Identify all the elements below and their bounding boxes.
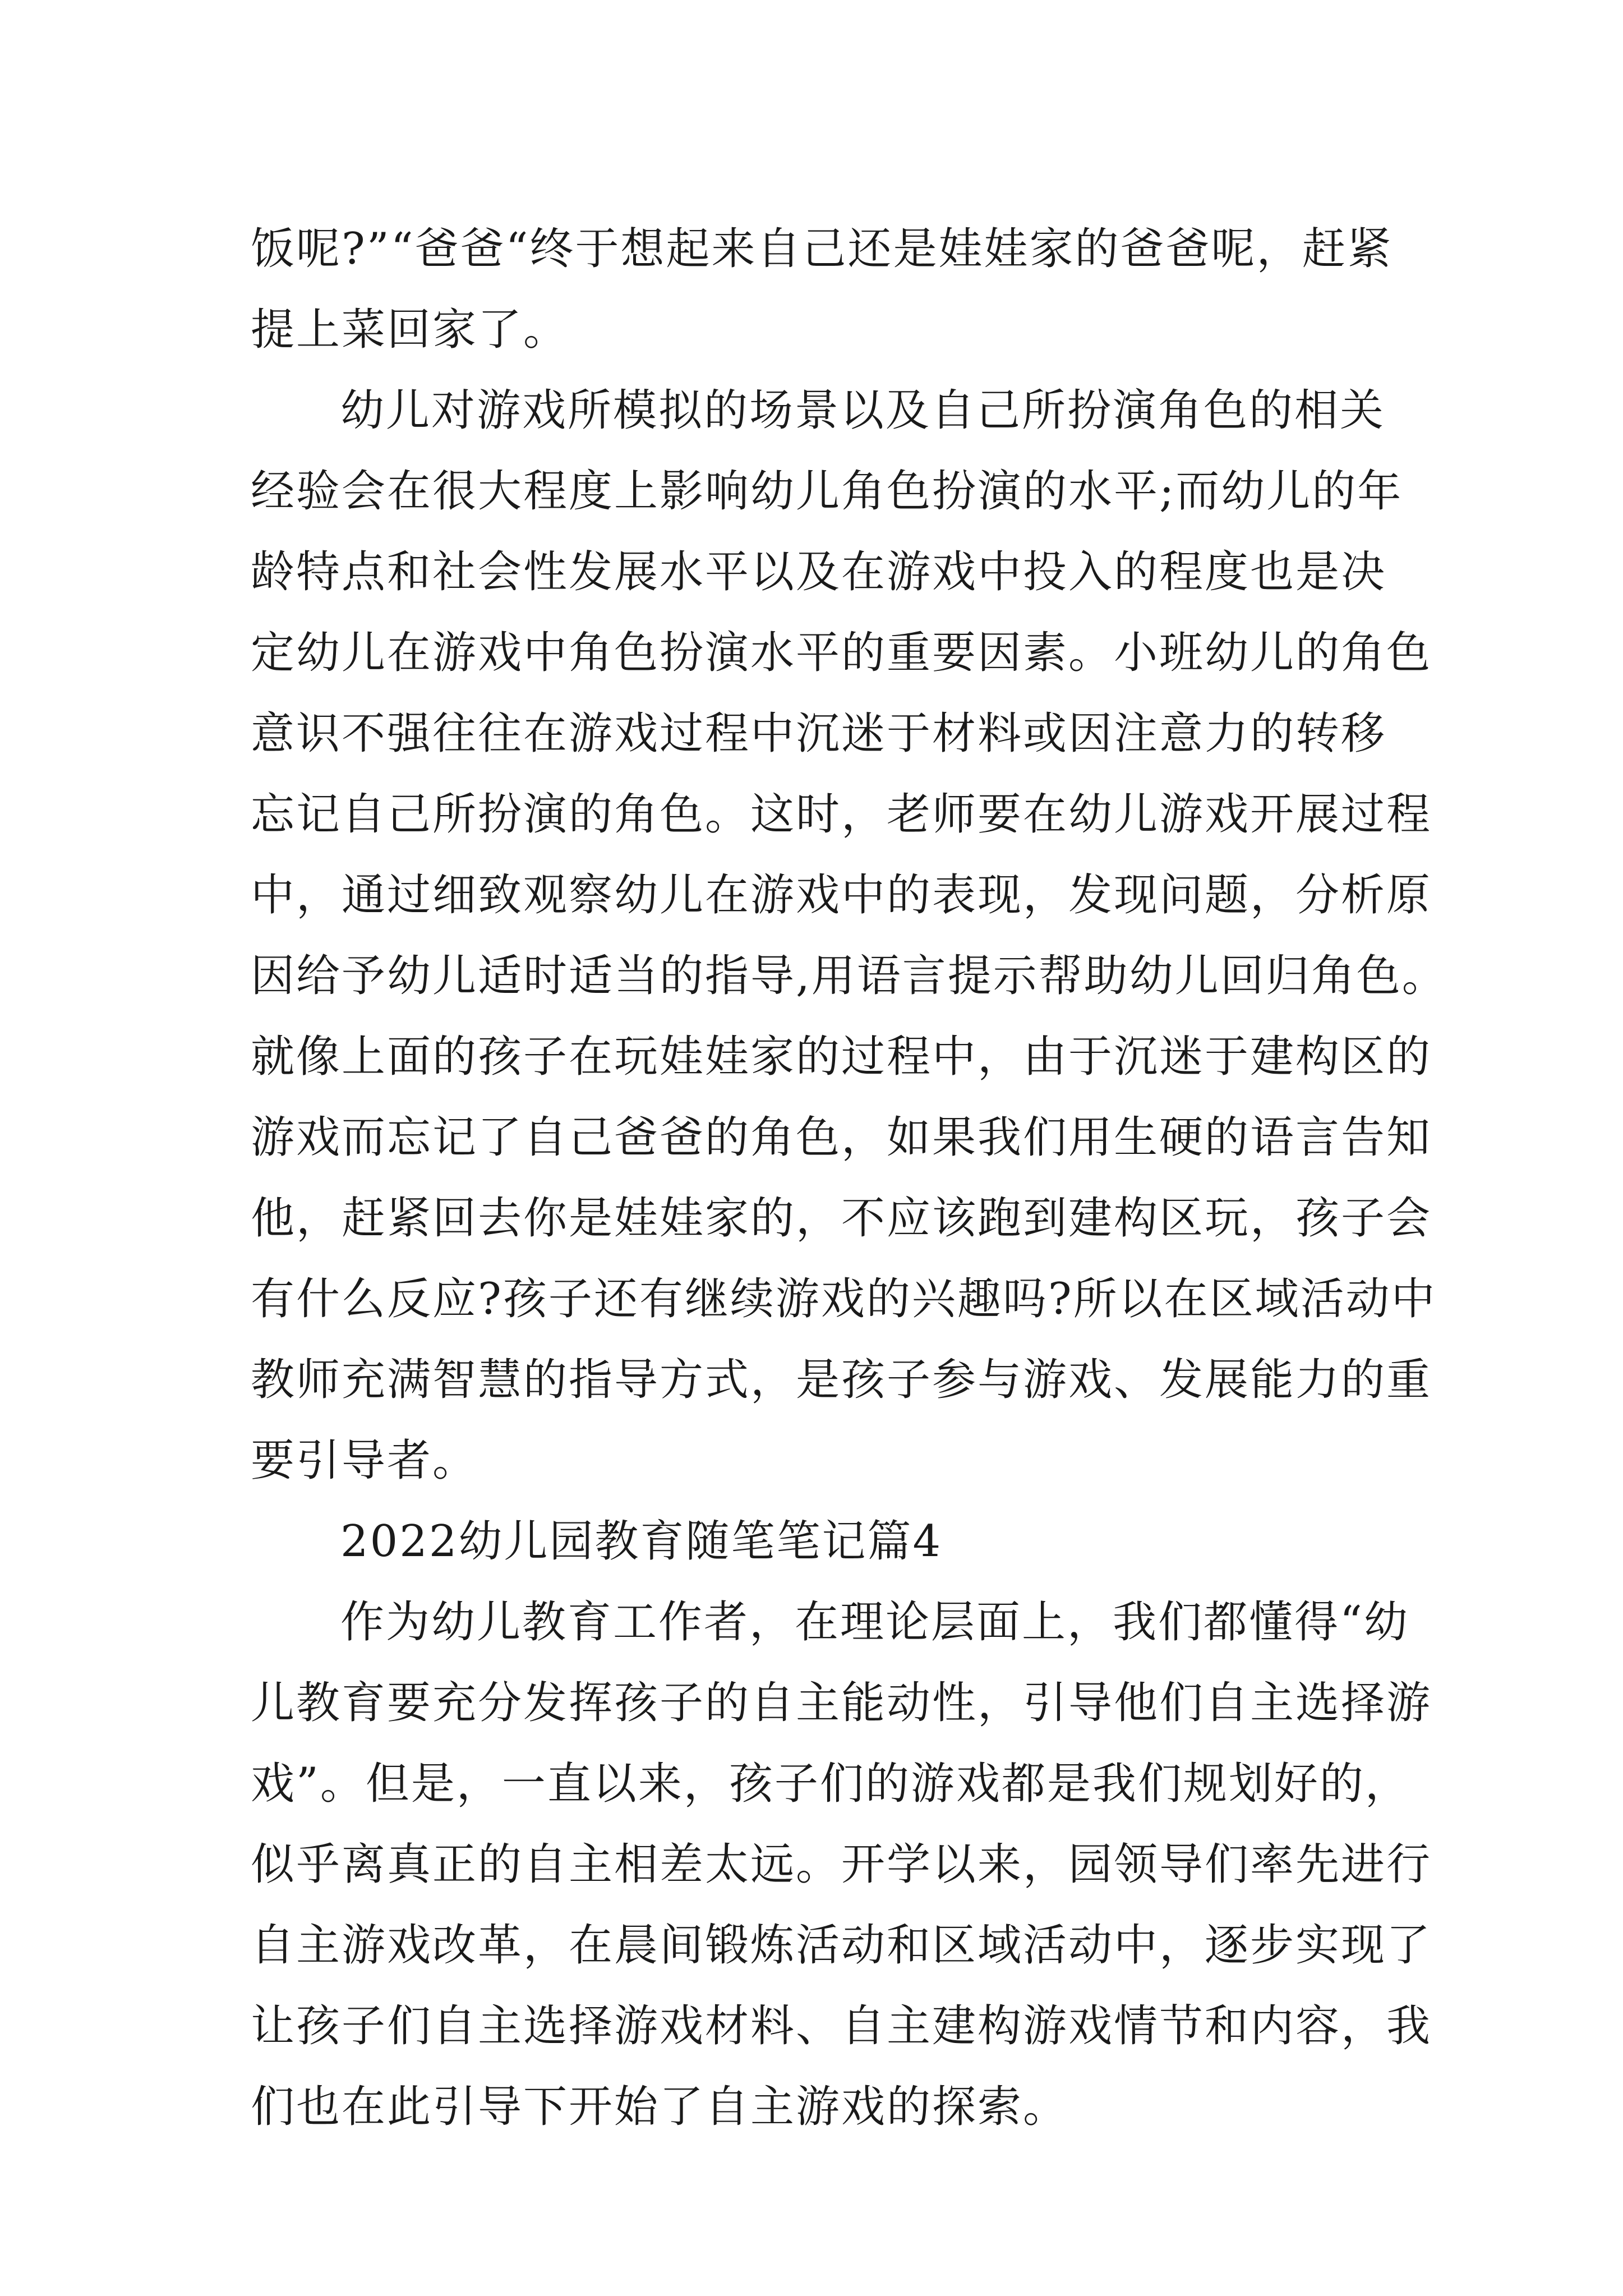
text-line: 饭呢?”“爸爸“终于想起来自己还是娃娃家的爸爸呢，赶紧: [251, 224, 1393, 274]
paragraph-3: [251, 1582, 1432, 2147]
section-heading: [251, 1501, 1384, 1582]
text-line: 龄特点和社会性发展水平以及在游戏中投入的程度也是决: [251, 547, 1387, 597]
text-line: 幼儿对游戏所模拟的场景以及自己所扮演角色的相关: [340, 385, 1386, 436]
text-line: 中，通过细致观察幼儿在游戏中的表现，发现问题，分析原: [251, 870, 1432, 921]
text-line: 忘记自己所扮演的角色。这时，老师要在幼儿游戏开展过程: [251, 789, 1432, 840]
heading-text: 2022幼儿园教育随笔笔记篇4: [340, 1516, 943, 1567]
text-line: 意识不强往往在游戏过程中沉迷于材料或因注意力的转移: [251, 708, 1387, 759]
text-line: 儿教育要充分发挥孩子的自主能动性，引导他们自主选择游: [251, 1678, 1432, 1728]
text-line: 他，赶紧回去你是娃娃家的，不应该跑到建构区玩，孩子会: [251, 1193, 1432, 1244]
text-line: 作为幼儿教育工作者，在理论层面上，我们都懂得“幼: [340, 1597, 1409, 1648]
text-line: 提上菜回家了。: [251, 305, 569, 355]
paragraph-1: [251, 209, 1393, 370]
text-line: 要引导者。: [251, 1435, 478, 1486]
paragraph-2: [251, 370, 1447, 1501]
text-line: 自主游戏改革，在晨间锻炼活动和区域活动中，逐步实现了: [251, 1920, 1432, 1971]
text-line: 教师充满智慧的指导方式，是孩子参与游戏、发展能力的重: [251, 1355, 1432, 1405]
text-line: 们也在此引导下开始了自主游戏的探索。: [251, 2082, 1069, 2132]
text-line: 就像上面的孩子在玩娃娃家的过程中，由于沉迷于建构区的: [251, 1032, 1432, 1082]
text-line: 戏”。但是，一直以来，孩子们的游戏都是我们规划好的，: [251, 1759, 1410, 1809]
text-line: 似乎离真正的自主相差太远。开学以来，园领导们率先进行: [251, 1839, 1432, 1890]
text-line: 定幼儿在游戏中角色扮演水平的重要因素。小班幼儿的角色: [251, 628, 1432, 678]
text-line: 游戏而忘记了自己爸爸的角色，如果我们用生硬的语言告知: [251, 1112, 1432, 1163]
text-line: 因给予幼儿适时适当的指导,用语言提示帮助幼儿回归角色。: [251, 951, 1447, 1001]
text-line: 让孩子们自主选择游戏材料、自主建构游戏情节和内容，我: [251, 2001, 1432, 2051]
document-body: [251, 209, 1447, 2147]
text-line: 经验会在很大程度上影响幼儿角色扮演的水平;而幼儿的年: [251, 466, 1403, 517]
text-line: 有什么反应?孩子还有继续游戏的兴趣吗?所以在区域活动中: [251, 1274, 1437, 1324]
